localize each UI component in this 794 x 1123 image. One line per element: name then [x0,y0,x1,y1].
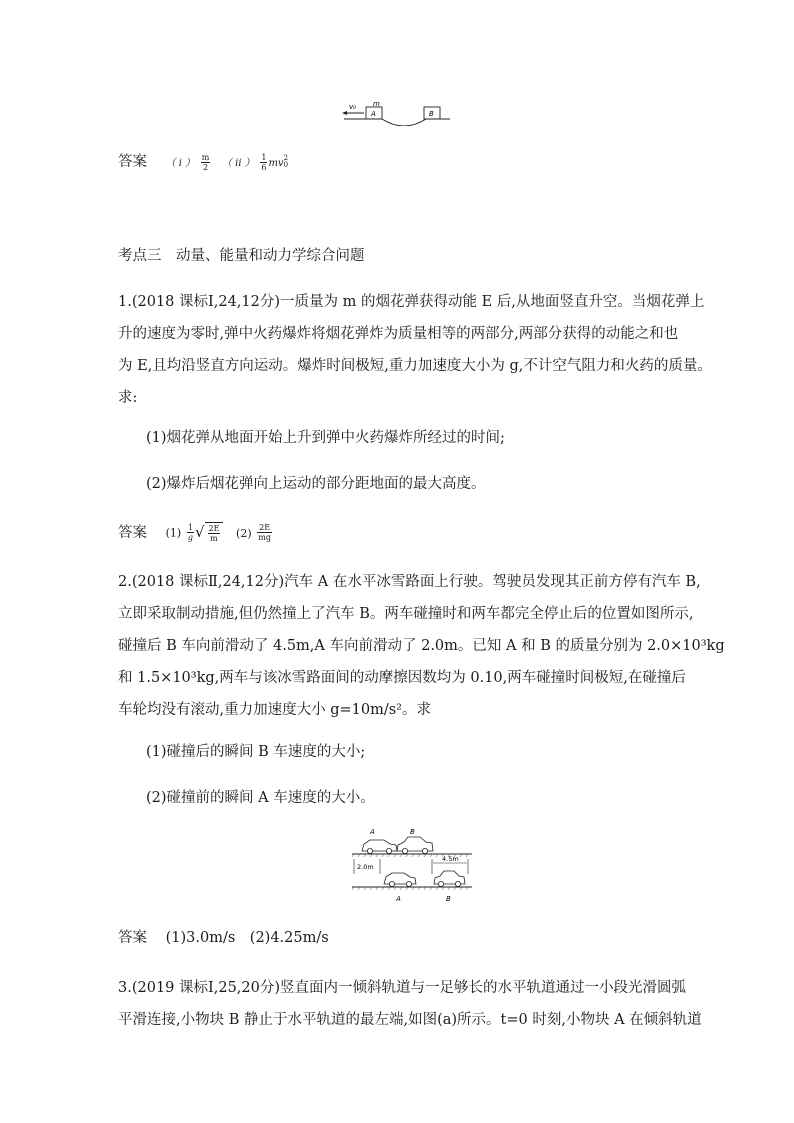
fraction-numerator: 1 [261,152,267,162]
answer-2 [118,522,273,544]
q2-line-2: 立即采取制动措施,但仍然撞上了汽车 B。两车碰撞时和两车都完全停止后的位置如图所示, [118,606,694,622]
q1-sub-1: (1)烟花弹从地面开始上升到弹中火药爆炸所经过的时间; [146,430,505,446]
answer-3-text: (1)3.0m/s (2)4.25m/s [165,930,329,946]
fraction-2e-over-mg [257,523,272,542]
q3-line-1: 3.(2019 课标Ⅰ,25,20分)竖直面内一倾斜轨道与一足够长的水平轨道通过一小段光滑圆弧 [118,980,687,996]
fraction-numerator: 2E [259,523,271,532]
fraction-1-over-g [187,523,194,542]
label-car-b-top: B [410,828,415,836]
q2-line-5: 车轮均没有滚动,重力加速度大小 g=10m/s²。求 [118,702,431,718]
answer-part-ii: （ ii ） [221,158,255,169]
label-car-b-bottom: B [446,895,451,903]
answer-part-2: (2) [236,526,252,540]
q2-line-4: 和 1.5×10³kg,两车与该冰雪路面间的动摩擦因数均为 0.10,两车碰撞时间极短,在碰撞后 [118,670,686,686]
q1-line-2: 升的速度为零时,弹中火药爆炸将烟花弹炸为质量相等的两部分,两部分获得的动能之和也 [118,326,679,342]
road-bottom-hatch [352,887,468,890]
answer-1 [118,152,288,174]
car-a-top [362,840,397,854]
car-a-bottom [384,873,416,887]
answer-3 [118,928,329,948]
fraction-numerator: 2E [208,523,220,533]
fraction-numerator: 1 [187,523,193,532]
answer-label: 答案 [118,930,147,946]
label-a: A [371,110,376,118]
fraction-denominator: mg [258,533,271,542]
q2-line-3: 碰撞后 B 车向前滑动了 4.5m,A 车向前滑动了 2.0m。已知 A 和 B 的质量分别为 2.0×10³kg [118,638,725,654]
track [344,119,450,126]
fraction-1-over-6 [260,153,267,172]
q2-sub-2: (2)碰撞前的瞬间 A 车速度的大小。 [146,790,375,806]
q1-line-3: 为 E,且均沿竖直方向运动。爆炸时间极短,重力加速度大小为 g,不计空气阻力和火药的质量。 [118,358,712,374]
answer-part-1: (1) [165,526,182,540]
velocity-arrowhead [342,111,347,115]
label-v0: v₀ [349,103,356,111]
answer-label: 答案 [118,154,147,170]
q1-sub-2: (2)爆炸后烟花弹向上运动的部分距地面的最大高度。 [146,476,486,492]
car-b-bottom [434,871,465,887]
answer-label: 答案 [118,524,147,541]
fraction-denominator: g [187,533,193,542]
q1-line-1: 1.(2018 课标Ⅰ,24,12分)一质量为 m 的烟花弹获得动能 E 后,从地面竖直升空。当烟花弹上 [118,294,705,310]
dist-b: 4.5m [442,855,459,863]
radicand-fraction [208,524,221,543]
q1-line-4: 求: [118,390,138,406]
figure-car-collision [340,824,476,906]
label-m: m [373,100,380,108]
fraction-denominator: m [210,533,218,543]
fraction-m-over-2 [201,153,211,172]
section-title: 考点三 动量、能量和动力学综合问题 [118,248,365,264]
dist-a: 2.0m [357,863,374,871]
q2-sub-1: (1)碰撞后的瞬间 B 车速度的大小; [146,744,366,760]
fraction-denominator: 2 [203,162,209,172]
car-b-top [397,837,433,854]
expr-mv: mv [268,158,284,169]
fraction-numerator: m [201,152,210,162]
superscript-2: 2 [283,154,289,162]
label-car-a-top: A [370,828,375,836]
q3-line-2: 平滑连接,小物块 B 静止于水平轨道的最左端,如图(a)所示。t=0 时刻,小物块 A 在倾斜轨道 [118,1012,702,1028]
subscript-0: 0 [283,161,289,169]
fraction-denominator: 6 [261,162,267,172]
label-car-a-bottom: A [396,895,401,903]
answer-part-i: （ i ） [165,158,196,169]
figure-blocks-track [340,100,455,126]
label-b: B [429,110,434,118]
sqrt-2e-over-m: √ $\frac{2E}{m}$ [195,522,224,543]
q2-line-1: 2.(2018 课标Ⅱ,24,12分)汽车 A 在水平冰雪路面上行驶。驾驶员发现其正前方停有汽车 B, [118,574,701,590]
